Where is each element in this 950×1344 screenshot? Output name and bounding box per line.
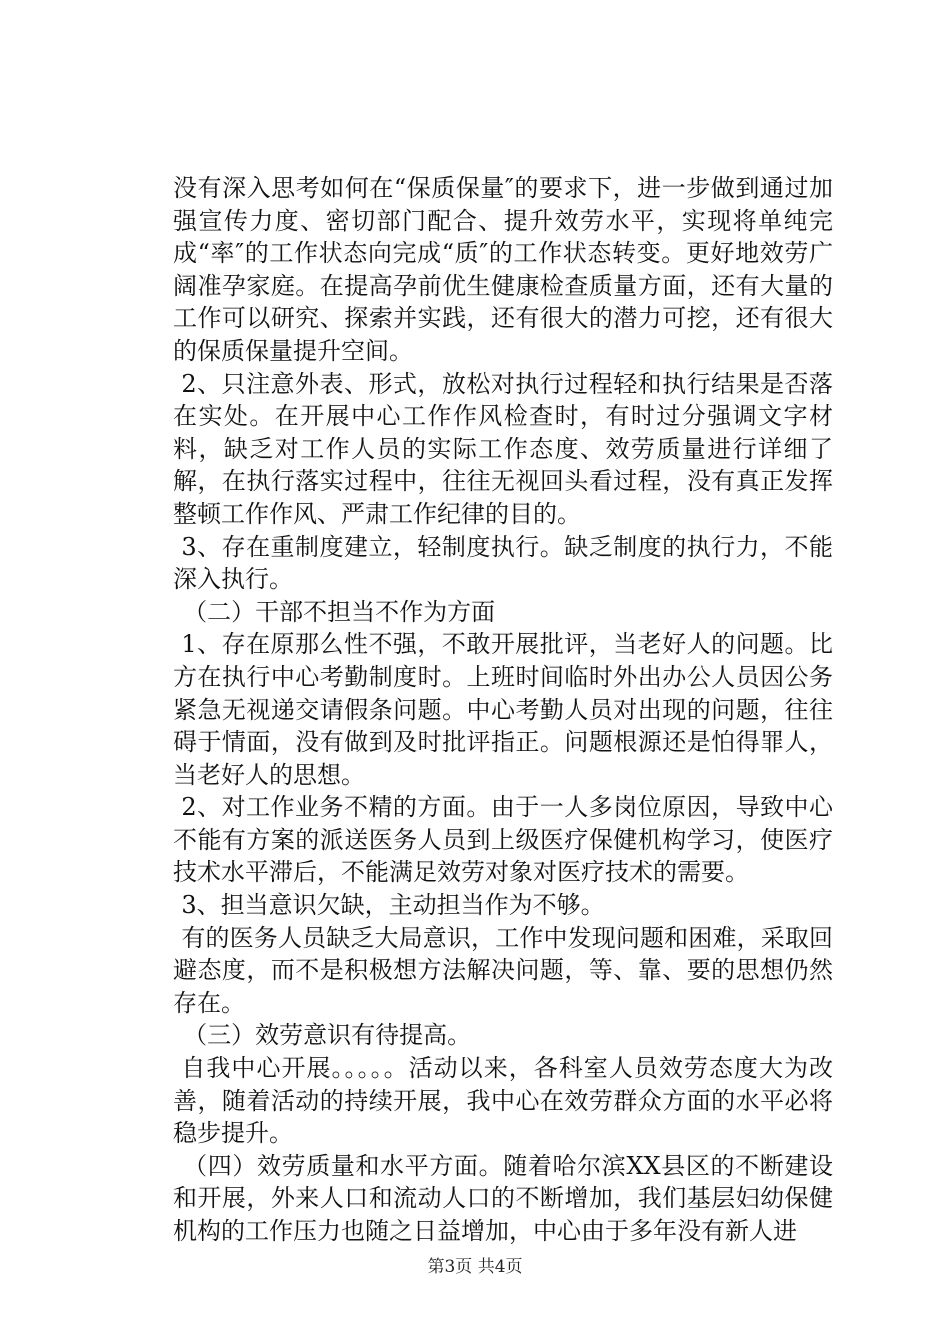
section-heading-2: （二）干部不担当不作为方面 — [183, 597, 496, 626]
paragraph-item-3b: 3、担当意识欠缺，主动担当作为不够。 — [181, 891, 605, 920]
paragraph-item-2: 2、只注意外表、形式，放松对执行过程轻和执行结果是否落在实处。在开展中心工作作风检查时，有时过分强调文字材料，缺乏对工作人员的实际工作态度、效劳质量进行详细了解，在执行落实过程中，往往无视回头看过程，没有真正发挥整顿工作作风、严肃工作纪律的目的。 — [173, 369, 833, 528]
paragraph-service-improvement: 自我中心开展。。。。。活动以来，各科室人员效劳态度大为改善，随着活动的持续开展，我中心在效劳群众方面的水平必将稳步提升。 — [173, 1054, 833, 1148]
paragraph-medical-staff: 有的医务人员缺乏大局意识，工作中发现问题和困难，采取回避态度，而不是积极想方法解决问题，等、靠、要的思想仍然存在。 — [173, 923, 833, 1017]
paragraph-continuation: 没有深入思考如何在“保质保量″的要求下，进一步做到通过加强宣传力度、密切部门配合、提升效劳水平，实现将单纯完成“率″的工作状态向完成“质″的工作状态转变。更好地效劳广阔准孕家庭。在提高孕前优生健康检查质量方面，还有大量的工作可以研究、探索并实践，还有很大的潜力可挖，还有很大的保质保量提升空间。 — [173, 174, 833, 365]
document-body — [173, 172, 833, 1248]
paragraph-item-3: 3、存在重制度建立，轻制度执行。缺乏制度的执行力，不能深入执行。 — [173, 532, 833, 594]
section-heading-4: （四）效劳质量和水平方面。随着哈尔滨XX县区的不断建设和开展，外来人口和流动人口的不断增加，我们基层妇幼保健机构的工作压力也随之日益增加，中心由于多年没有新人进 — [173, 1151, 833, 1245]
page-footer: 第3页 共4页 — [427, 1257, 523, 1277]
paragraph-item-1b: 1、存在原那么性不强，不敢开展批评，当老好人的问题。比方在执行中心考勤制度时。上班时间临时外出办公人员因公务紧急无视递交请假条问题。中心考勤人员对出现的问题，往往碍于情面，没有做到及时批评指正。问题根源还是怕得罪人，当老好人的思想。 — [173, 630, 833, 789]
paragraph-item-2b: 2、对工作业务不精的方面。由于一人多岗位原因，导致中心不能有方案的派送医务人员到上级医疗保健机构学习，使医疗技术水平滞后，不能满足效劳对象对医疗技术的需要。 — [173, 793, 833, 887]
section-heading-3: （三）效劳意识有待提高。 — [183, 1021, 472, 1050]
